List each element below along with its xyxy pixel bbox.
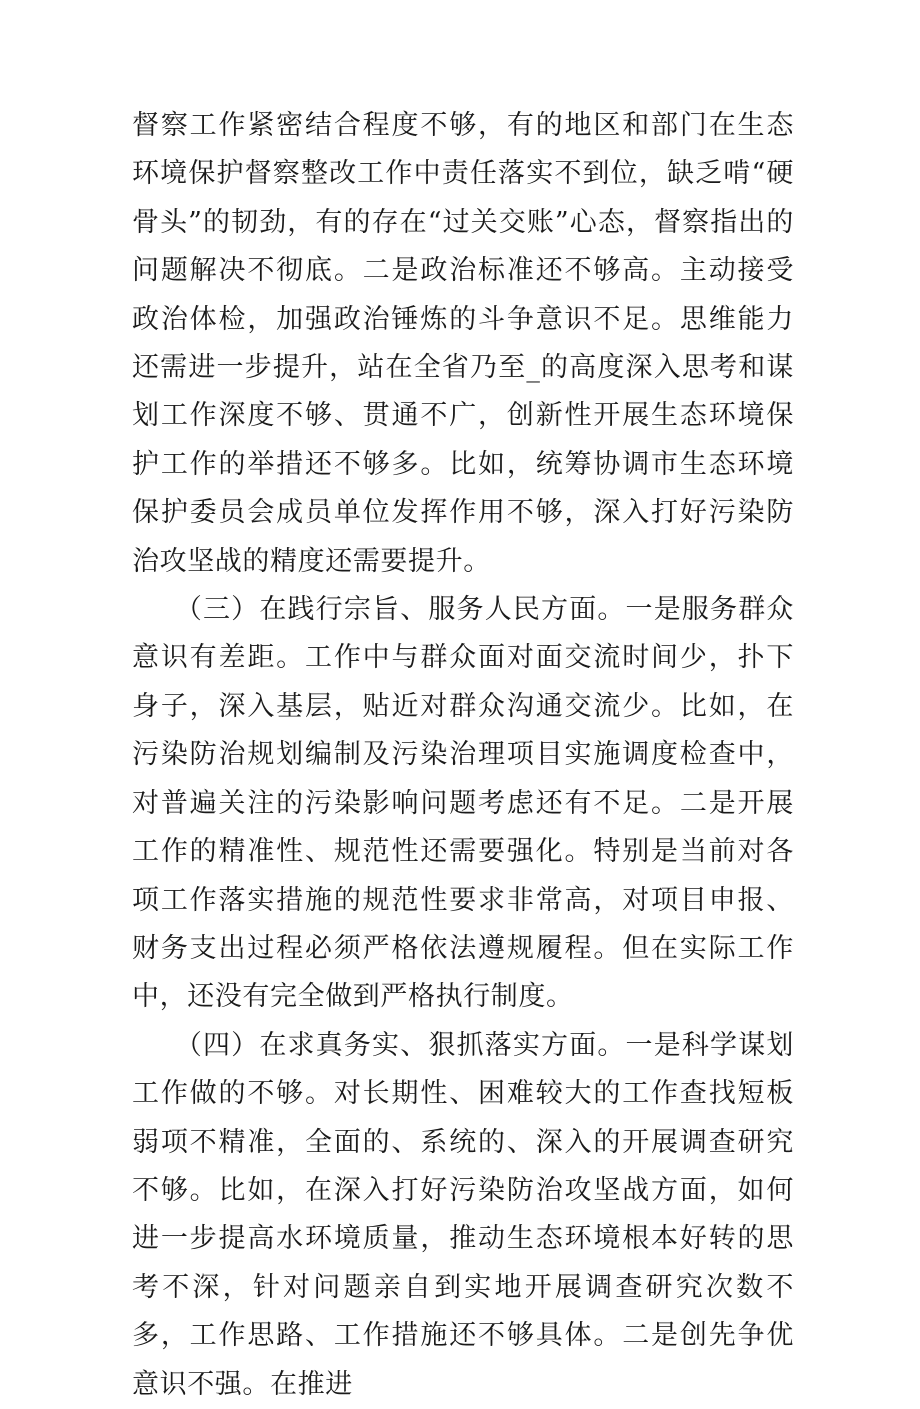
paragraph-section-four: （四）在求真务实、狠抓落实方面。一是科学谋划工作做的不够。对长期性、困难较大的工作查找短板弱项不精准，全面的、系统的、深入的开展调查研究不够。比如，在深入打好污染防治攻坚战方面，如何进一步提高水环境质量，推动生态环境根本好转的思考不深，针对问题亲自到实地开展调查研究次数不多，工作思路、工作措施还不够具体。二是创先争优意识不强。在推进 bbox=[132, 1029, 794, 1400]
paragraph-section-three: （三）在践行宗旨、服务人民方面。一是服务群众意识有差距。工作中与群众面对面交流时间少，扑下身子，深入基层，贴近对群众沟通交流少。比如，在污染防治规划编制及污染治理项目实施调度检查中，对普遍关注的污染影响问题考虑还有不足。二是开展工作的精准性、规范性还需要强化。特别是当前对各项工作落实措施的规范性要求非常高，对项目申报、财务支出过程必须严格依法遵规履程。但在实际工作中，还没有完全做到严格执行制度。 bbox=[132, 594, 794, 1013]
paragraph-continuation: 督察工作紧密结合程度不够，有的地区和部门在生态环境保护督察整改工作中责任落实不到位，缺乏啃“硬骨头”的韧劲，有的存在“过关交账”心态，督察指出的问题解决不彻底。二是政治标准还不够高。主动接受政治体检，加强政治锤炼的斗争意识不足。思维能力还需进一步提升，站在全省乃至_的高度深入思考和谋划工作深度不够、贯通不广，创新性开展生态环境保护工作的举措还不够多。比如，统筹协调市生态环境保护委员会成员单位发挥作用不够，深入打好污染防治攻坚战的精度还需要提升。 bbox=[132, 110, 794, 577]
document-body bbox=[132, 102, 794, 1409]
